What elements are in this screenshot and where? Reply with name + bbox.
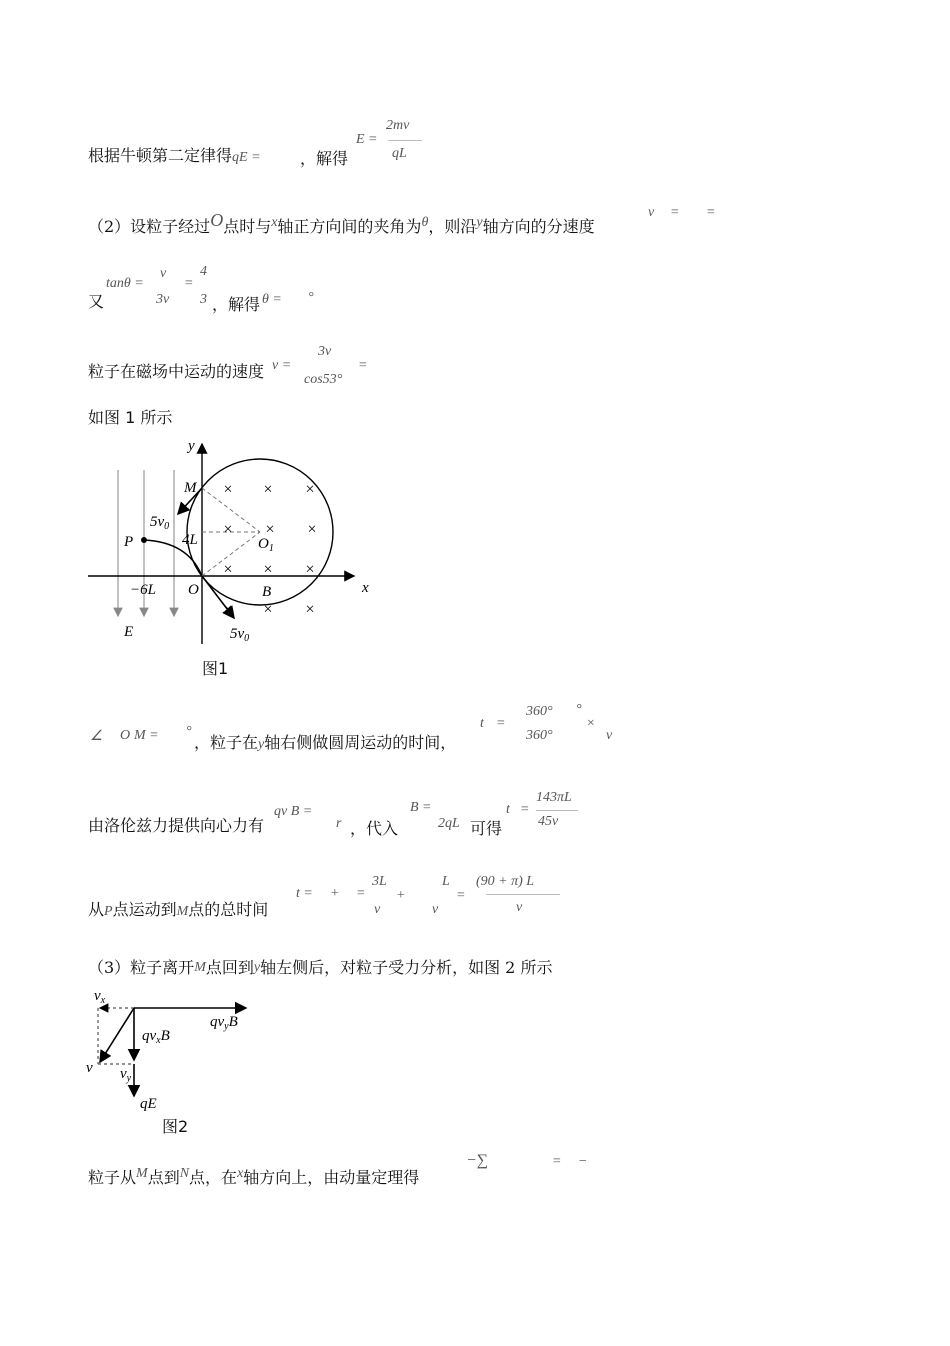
text: ，则沿 [428,217,477,236]
text: 点，在 [189,1168,238,1187]
three: 3 [200,292,207,307]
time-numerator: 360° [526,704,553,719]
v-arrow [100,1008,134,1062]
num1: 3L [372,874,387,889]
text: 点到 [147,1168,180,1187]
cross-mark: × [305,601,315,618]
x-symbol: x [271,215,278,230]
N-symbol: N [179,1166,190,1181]
text: ，粒子在 [194,733,259,752]
equals: = [552,1154,562,1169]
fraction-bar [536,810,578,811]
vy-label [120,1066,132,1084]
cross-mark: × [307,521,317,538]
velocity-line: 粒子在磁场中运动的速度 [88,362,265,381]
tan-numerator: v [160,266,167,281]
P-symbol: P [104,904,113,919]
minus: − [578,1154,588,1169]
you-text: 又 [88,292,105,311]
sub: x [156,1035,161,1046]
5v0-label-top [150,514,169,532]
solve-text: ，解得 [300,149,349,168]
cross-mark: × [223,561,233,578]
equals: = [670,205,680,220]
plus: + [396,888,406,903]
qv-text: qv [210,1014,225,1030]
cross-mark: × [263,481,273,498]
B-label: B [262,584,272,600]
qE-label: qE [140,1096,157,1112]
equals: = [356,886,366,901]
qvyB-label [210,1014,238,1032]
vy-symbol: v [648,205,655,220]
qvB-expr: qv B = [274,804,313,819]
r-symbol: r [336,816,342,831]
momentum-line [88,1168,419,1190]
cross-mark: × [223,481,233,498]
t-denominator: 45v [538,814,559,829]
text: 点的总时间 [188,900,269,919]
cross-mark: × [305,481,315,498]
text: 轴方向的分速度 [482,217,595,236]
theta-expr: θ = [262,292,282,307]
t-expr: t = [296,886,313,901]
cross-mark: × [305,561,315,578]
v-text: v [120,1066,127,1082]
angle-symbol: ∠ [90,729,103,744]
M-symbol: M [194,960,206,975]
lorentz-line: 由洛伦兹力提供向心力有 [88,816,265,835]
P-label: P [124,534,134,550]
y-symbol: y [253,960,261,975]
tan-expr: tanθ = [106,276,144,291]
t-numerator: 143πL [536,790,572,805]
B-text: B [160,1028,170,1044]
sub: x [100,995,106,1006]
O-label: O [188,582,199,598]
four: 4 [200,264,207,279]
part2-line [88,210,595,239]
text: 可得 [470,819,503,838]
part3-line [88,958,552,980]
figure1-caption: 图1 [202,659,229,678]
v-sub: 0 [164,521,170,532]
O1-sub: 1 [268,543,274,554]
fraction-bar [486,894,560,895]
degree: ° [308,290,314,305]
t-symbol: t [480,716,484,731]
text: 从 [88,900,105,919]
times: × [586,716,596,731]
text: 轴正方向间的夹角为 [277,217,422,236]
degree: ° [186,724,192,739]
B-denominator: 2qL [438,816,460,831]
qvxB-label [142,1028,170,1046]
M-symbol: M [136,1166,148,1181]
v-text: 5v [150,514,165,530]
vx-label [94,988,106,1006]
-6L-label: −6L [130,582,156,598]
figure2-caption: 图2 [162,1117,189,1136]
E-label: E [124,624,134,640]
figure1-ref: 如图 1 所示 [88,408,173,427]
text: 点回到 [205,958,254,977]
v-sub: 0 [244,633,250,644]
equals: = [184,276,194,291]
O-symbol: O [120,728,131,743]
x-label: x [362,580,369,596]
E-denominator: qL [392,146,407,161]
cross-mark: × [265,521,275,538]
time-denominator: 360° [526,728,553,743]
text: 根据牛顿第二定律得 [88,146,233,165]
v-text: v [94,988,101,1004]
equals: = [706,205,716,220]
text: 粒子从 [88,1168,137,1187]
qE-expr: qE = [232,150,261,165]
figure-1 [84,432,374,648]
solve-text: ，解得 [212,295,261,314]
M-expr: M = [134,728,159,743]
cross-mark: × [223,521,233,538]
den2: v [432,902,439,917]
text: 轴右侧做圆周运动的时间， [264,733,457,752]
v-text: 5v [230,626,245,642]
text: 点时与 [223,217,272,236]
v-denominator: cos53° [304,372,343,387]
M-symbol: M [176,904,189,919]
fraction-bar [388,140,422,141]
qv-text: qv [142,1028,157,1044]
B-expr: B = [410,800,432,815]
equals: = [358,358,368,373]
v-symbol: v [606,728,613,743]
v-numerator: 3v [318,344,332,359]
cross-mark: × [263,561,273,578]
equals: = [520,802,530,817]
point-P [141,537,147,543]
den3: v [516,900,523,915]
t-symbol: t [506,802,510,817]
newton-law-line [88,146,261,168]
degree: ° [576,702,582,717]
text: 轴左侧后，对粒子受力分析，如图 2 所示 [260,958,553,977]
text [194,730,456,753]
theta-symbol: θ [421,215,429,230]
4L-label: 4L [182,532,198,548]
text: 点运动到 [112,900,177,919]
5v0-label-bottom [230,626,249,644]
y-label: y [188,438,195,454]
figure-2 [84,984,264,1114]
text: （2）设粒子经过 [88,217,211,236]
sub: y [126,1073,132,1084]
sub: y [224,1021,229,1032]
y-symbol: y [258,737,265,752]
total-time-line [88,900,268,922]
E-numerator: 2mv [386,118,410,133]
M-label: M [184,480,197,496]
plus: + [330,886,340,901]
num3: (90 + π) L [476,874,535,889]
text: ，代入 [350,819,399,838]
cross-mark: × [223,601,233,618]
equals: = [496,716,506,731]
sum-symbol: −∑ [466,1152,489,1169]
text: 轴方向上，由动量定理得 [243,1168,420,1187]
num2: L [442,874,450,889]
v-label: v [86,1060,93,1076]
O1-label [258,536,274,554]
B-text: B [228,1014,238,1030]
tan-denominator: 3v [156,292,170,307]
v-expr: v = [272,358,292,373]
x-symbol: x [237,1166,244,1181]
E-expr: E = [356,132,378,147]
cross-mark: × [263,601,273,618]
den1: v [374,902,381,917]
equals: = [456,888,466,903]
y-symbol: y [476,215,483,230]
O1-text: O [258,536,269,552]
O-symbol: O [210,210,224,230]
text: （3）粒子离开 [88,958,195,977]
